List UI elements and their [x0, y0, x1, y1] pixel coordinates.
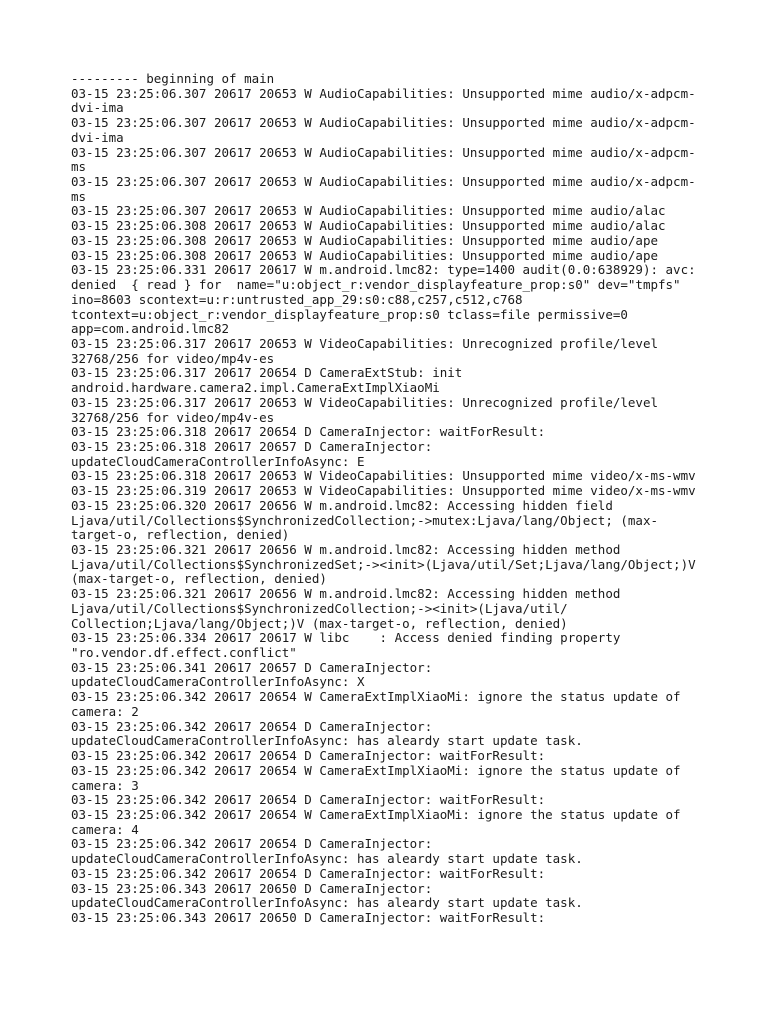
log-line: updateCloudCameraControllerInfoAsync: X [71, 674, 365, 690]
log-line: 03-15 23:25:06.321 20617 20656 W m.android.lmc82: Accessing hidden method [71, 586, 621, 602]
log-line: camera: 4 [71, 821, 139, 837]
log-line: 03-15 23:25:06.342 20617 20654 W CameraExtImplXiaoMi: ignore the status update of [71, 762, 681, 778]
log-line: updateCloudCameraControllerInfoAsync: has aleardy start update task. [71, 851, 583, 867]
log-line: 03-15 23:25:06.342 20617 20654 W CameraExtImplXiaoMi: ignore the status update of [71, 689, 681, 705]
log-line: 03-15 23:25:06.317 20617 20653 W VideoCapabilities: Unrecognized profile/level [71, 394, 658, 410]
log-line: 03-15 23:25:06.342 20617 20654 D CameraInjector: waitForResult: [71, 792, 546, 808]
log-line: 03-15 23:25:06.318 20617 20654 D CameraInjector: waitForResult: [71, 424, 546, 440]
log-line: --------- beginning of main [71, 71, 275, 86]
log-line: 03-15 23:25:06.342 20617 20654 D CameraInjector: waitForResult: [71, 748, 546, 764]
log-line: camera: 3 [71, 777, 139, 793]
log-line: ms [71, 159, 87, 175]
log-line: Ljava/util/Collections$SynchronizedCollection;->mutex:Ljava/lang/Object; (max- [71, 512, 658, 528]
log-line: 03-15 23:25:06.342 20617 20654 W CameraExtImplXiaoMi: ignore the status update of [71, 806, 681, 822]
log-line: 03-15 23:25:06.342 20617 20654 D CameraInjector: [71, 718, 433, 734]
log-line: Ljava/util/Collections$SynchronizedSet;-><init>(Ljava/util/Set;Ljava/lang/Object;)V [71, 556, 696, 572]
log-line: 03-15 23:25:06.307 20617 20653 W AudioCapabilities: Unsupported mime audio/x-adpcm- [71, 85, 696, 101]
log-line: 03-15 23:25:06.331 20617 20617 W m.android.lmc82: type=1400 audit(0.0:638929): avc: [71, 262, 696, 278]
log-line: dvi-ima [71, 100, 124, 116]
log-line: 03-15 23:25:06.342 20617 20654 D CameraInjector: waitForResult: [71, 865, 546, 881]
log-line: 03-15 23:25:06.307 20617 20653 W AudioCapabilities: Unsupported mime audio/x-adpcm- [71, 115, 696, 131]
log-line: 03-15 23:25:06.334 20617 20617 W libc : Access denied finding property [71, 630, 621, 646]
log-line: target-o, reflection, denied) [71, 527, 290, 543]
log-line: app=com.android.lmc82 [71, 321, 230, 337]
log-line: 03-15 23:25:06.308 20617 20653 W AudioCapabilities: Unsupported mime audio/alac [71, 218, 666, 234]
log-line: Ljava/util/Collections$SynchronizedCollection;-><init>(Ljava/util/ [71, 600, 568, 616]
log-line: 03-15 23:25:06.318 20617 20653 W VideoCapabilities: Unsupported mime video/x-ms-wmv [71, 468, 696, 484]
log-line: updateCloudCameraControllerInfoAsync: E [71, 453, 365, 469]
log-line: 03-15 23:25:06.320 20617 20656 W m.android.lmc82: Accessing hidden field [71, 497, 613, 513]
log-line: 03-15 23:25:06.343 20617 20650 D CameraInjector: [71, 880, 433, 896]
log-line: 32768/256 for video/mp4v-es [71, 409, 275, 425]
log-line: ino=8603 scontext=u:r:untrusted_app_29:s0:c88,c257,c512,c768 [71, 291, 523, 307]
log-line: (max-target-o, reflection, denied) [71, 571, 327, 587]
log-line: 32768/256 for video/mp4v-es [71, 350, 275, 366]
log-line: 03-15 23:25:06.308 20617 20653 W AudioCapabilities: Unsupported mime audio/ape [71, 247, 658, 263]
log-line: updateCloudCameraControllerInfoAsync: has aleardy start update task. [71, 895, 583, 911]
logcat-text-block [71, 72, 711, 926]
log-line: android.hardware.camera2.impl.CameraExtImplXiaoMi [71, 380, 440, 396]
log-line: 03-15 23:25:06.343 20617 20650 D CameraInjector: waitForResult: [71, 909, 546, 925]
log-line: tcontext=u:object_r:vendor_displayfeature_prop:s0 tclass=file permissive=0 [71, 306, 628, 322]
log-line: 03-15 23:25:06.319 20617 20653 W VideoCapabilities: Unsupported mime video/x-ms-wmv [71, 483, 696, 499]
log-line: 03-15 23:25:06.307 20617 20653 W AudioCapabilities: Unsupported mime audio/alac [71, 203, 666, 219]
log-line: 03-15 23:25:06.308 20617 20653 W AudioCapabilities: Unsupported mime audio/ape [71, 232, 658, 248]
log-line: updateCloudCameraControllerInfoAsync: has aleardy start update task. [71, 733, 583, 749]
log-line: "ro.vendor.df.effect.conflict" [71, 645, 297, 661]
log-line: Collection;Ljava/lang/Object;)V (max-target-o, reflection, denied) [71, 615, 568, 631]
log-line: 03-15 23:25:06.341 20617 20657 D CameraInjector: [71, 659, 433, 675]
log-line: denied { read } for name="u:object_r:vendor_displayfeature_prop:s0" dev="tmpfs" [71, 277, 681, 293]
log-line: 03-15 23:25:06.307 20617 20653 W AudioCapabilities: Unsupported mime audio/x-adpcm- [71, 174, 696, 190]
log-line: ms [71, 188, 87, 204]
log-line: dvi-ima [71, 129, 124, 145]
log-line: 03-15 23:25:06.317 20617 20653 W VideoCapabilities: Unrecognized profile/level [71, 335, 658, 351]
log-line: 03-15 23:25:06.317 20617 20654 D CameraExtStub: init [71, 365, 463, 381]
log-line: 03-15 23:25:06.342 20617 20654 D CameraInjector: [71, 836, 433, 852]
log-line: 03-15 23:25:06.318 20617 20657 D CameraInjector: [71, 438, 433, 454]
log-line: camera: 2 [71, 703, 139, 719]
log-line: 03-15 23:25:06.307 20617 20653 W AudioCapabilities: Unsupported mime audio/x-adpcm- [71, 144, 696, 160]
log-line: 03-15 23:25:06.321 20617 20656 W m.android.lmc82: Accessing hidden method [71, 542, 621, 557]
